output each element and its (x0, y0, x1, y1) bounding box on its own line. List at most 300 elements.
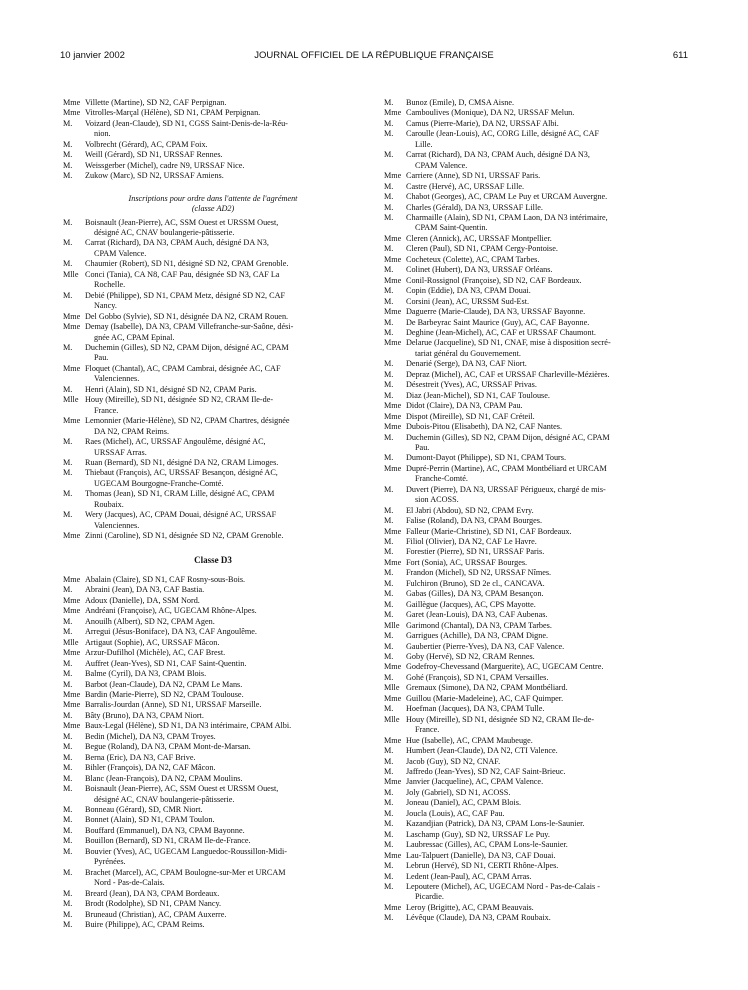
entry-text (85, 836, 363, 846)
entry-text (85, 150, 363, 160)
person-title: Mlle (63, 269, 79, 279)
person-title: M. (63, 763, 73, 773)
list-item (384, 359, 686, 369)
entry-text (406, 631, 686, 641)
entry-text (406, 380, 686, 390)
entry-line: Volbrecht (Gérard), AC, CPAM Foix. (85, 139, 208, 149)
entry-line: Bihler (François), DA N2, CAF Mâcon. (85, 763, 216, 773)
header-date: 10 janvier 2002 (60, 50, 125, 61)
person-title: M. (63, 150, 73, 160)
entry-line: désigné AC, CNAV boulangerie-pâtisserie. (94, 227, 235, 237)
entry-line: Ledent (Jean-Paul), AC, CPAM Arras. (406, 871, 532, 881)
list-item (63, 815, 363, 825)
entry-line: Balme (Cyril), DA N3, CPAM Blois. (85, 669, 207, 679)
list-item (384, 903, 686, 913)
entry-text (406, 872, 686, 882)
person-title: Mme (384, 526, 402, 536)
list-item (63, 343, 363, 364)
entry-text (85, 763, 363, 773)
person-title: M. (384, 641, 394, 651)
person-title: Mme (384, 338, 402, 348)
person-title: M. (384, 840, 394, 850)
entry-text (406, 662, 686, 672)
entry-text (406, 694, 686, 704)
person-title: M. (384, 767, 394, 776)
entry-line: gnée AC, CPAM Epinal. (94, 332, 175, 342)
entry-text (406, 568, 686, 578)
list-item (384, 589, 686, 599)
list-item (384, 673, 686, 683)
person-title: M. (63, 468, 73, 478)
entry-line: Garrigues (Achille), DA N3, CPAM Digne. (406, 631, 549, 641)
entry-line: Barralis-Jourdan (Anne), SD N1, URSSAF Marseille. (85, 700, 262, 710)
entry-text (85, 575, 363, 585)
person-title: M. (63, 846, 73, 856)
list-item (63, 680, 363, 690)
list-item (63, 510, 363, 531)
entry-line: Debié (Philippe), SD N1, CPAM Metz, désigné SD N2, CAF (85, 290, 286, 300)
list-item (63, 585, 363, 595)
entry-text (85, 119, 363, 140)
entry-text (85, 531, 363, 541)
entry-text (85, 291, 363, 312)
entry-line: Voizard (Jean-Claude), SD N1, CGSS Saint-Denis-de-la-Réu- (85, 118, 288, 128)
entry-line: Charles (Gérald), DA N3, URSSAF Lille. (406, 202, 543, 212)
list-item (63, 364, 363, 385)
entry-text (406, 412, 686, 422)
entry-text (85, 385, 363, 395)
person-title: M. (384, 861, 394, 871)
person-title: M. (63, 489, 73, 499)
entry-line: Fort (Sonia), AC, URSSAF Bourges. (406, 557, 528, 567)
entry-text (85, 171, 363, 181)
entry-line: Corsini (Jean), AC, URSSM Sud-Est. (406, 296, 530, 306)
entry-text (406, 307, 686, 317)
person-title: Mme (384, 254, 402, 264)
person-title: Mme (63, 595, 81, 605)
subheading-line: Inscriptions pour ordre dans l'attente de l'agrément (128, 193, 298, 203)
entry-text (85, 721, 363, 731)
entry-line: Bâty (Bruno), DA N3, CPAM Niort. (85, 710, 204, 720)
entry-line: Thiebaut (François), AC, URSSAF Besançon, désigné AC, (85, 468, 278, 478)
entry-text (85, 784, 363, 805)
list-item (63, 395, 363, 416)
list-item (384, 704, 686, 714)
person-title: Mme (384, 662, 402, 672)
entry-text (85, 732, 363, 742)
list-item (63, 468, 363, 489)
list-item (384, 391, 686, 401)
entry-line: Vitrolles-Marçal (Hélène), SD N1, CPAM Perpignan. (85, 108, 261, 118)
entry-line: Dubois-Pitou (Elisabeth), DA N2, CAF Nantes. (406, 422, 563, 432)
list-d3 (63, 575, 363, 930)
list-item (63, 910, 363, 920)
person-title: Mme (63, 531, 81, 541)
list-item (384, 119, 686, 129)
entry-line: Cleren (Annick), AC, URSSAF Montpellier. (406, 233, 552, 243)
entry-text (406, 819, 686, 829)
column-left (63, 98, 363, 930)
entry-text (85, 899, 363, 909)
entry-line: Villette (Martine), SD N2, CAF Perpignan. (85, 98, 227, 107)
list-item (63, 721, 363, 731)
person-title: M. (384, 202, 394, 212)
entry-text (85, 510, 363, 531)
entry-line: Bedin (Michel), DA N3, CPAM Troyes. (85, 731, 216, 741)
entry-text (85, 753, 363, 763)
list-item (384, 830, 686, 840)
entry-line: Auffret (Jean-Yves), SD N1, CAF Saint-Quentin. (85, 658, 247, 668)
entry-line: Thomas (Jean), SD N1, CRAM Lille, désigné AC, CPAM (85, 489, 275, 499)
list-item (63, 596, 363, 606)
page-header (60, 50, 688, 64)
entry-text (406, 401, 686, 411)
list-item (384, 182, 686, 192)
person-title: Mlle (63, 395, 79, 405)
list-item (384, 485, 686, 506)
list-item (63, 322, 363, 343)
entry-line: Dupré-Perrin (Martine), AC, CPAM Montbéliard et URCAM (406, 463, 607, 473)
list-item (384, 380, 686, 390)
entry-line: Henri (Alain), SD N1, désigné SD N2, CPAM Paris. (85, 384, 257, 394)
person-title: M. (384, 369, 394, 379)
entry-line: Brodt (Rodolphe), SD N1, CPAM Nancy. (85, 899, 222, 909)
list-item (384, 370, 686, 380)
person-title: M. (384, 589, 394, 599)
entry-text (406, 422, 686, 432)
entry-text (85, 826, 363, 836)
person-title: M. (384, 244, 394, 254)
entry-line: Barbot (Jean-Claude), DA N2, CPAM Le Mans. (85, 679, 243, 689)
header-journal-title: JOURNAL OFFICIEL DE LA RÉPUBLIQUE FRANÇAISE (254, 50, 494, 61)
entry-line: Bardin (Marie-Pierre), SD N2, CPAM Toulouse. (85, 690, 244, 700)
entry-text (406, 746, 686, 756)
list-item (384, 255, 686, 265)
person-title: M. (63, 773, 73, 783)
entry-line: Pau. (94, 353, 109, 363)
entry-line: France. (94, 405, 119, 415)
list-item (384, 129, 686, 150)
list-item (63, 270, 363, 291)
person-title: M. (63, 784, 73, 794)
entry-line: Del Gobbo (Sylvie), SD N1, désignée DA N2, CRAM Rouen. (85, 311, 289, 321)
entry-text (85, 270, 363, 291)
entry-line: Frandon (Michel), SD N2, URSSAF Nîmes. (406, 568, 552, 578)
list-item (63, 669, 363, 679)
entry-text (406, 359, 686, 369)
entry-line: Cocheteux (Colette), AC, CPAM Tarbes. (406, 254, 540, 264)
person-title: Mlle (384, 620, 400, 630)
list-item (384, 412, 686, 422)
entry-text (85, 700, 363, 710)
list-item (384, 150, 686, 171)
entry-line: Demay (Isabelle), DA N3, CPAM Villefranche-sur-Saône, dési- (85, 322, 294, 332)
entry-line: Baux-Legal (Hélène), SD N1, DA N3 intérimaire, CPAM Albi. (85, 721, 292, 731)
entry-line: Humbert (Jean-Claude), DA N2, CTI Valence. (406, 746, 558, 756)
entry-line: Brachet (Marcel), AC, CPAM Boulogne-sur-Mer et URCAM (85, 867, 286, 877)
entry-text (406, 391, 686, 401)
entry-line: Charmaille (Alain), SD N1, CPAM Laon, DA N3 intérimaire, (406, 212, 608, 222)
entry-text (85, 596, 363, 606)
person-title: M. (384, 610, 394, 620)
entry-text (406, 861, 686, 871)
entry-line: Cleren (Paul), SD N1, CPAM Cergy-Pontoise. (406, 244, 558, 254)
entry-line: nion. (94, 129, 111, 139)
list-item (63, 763, 363, 773)
entry-line: Houy (Mireille), SD N1, désignée SD N2, CRAM Ile-de- (406, 714, 595, 724)
list-item (384, 882, 686, 903)
list-item (63, 531, 363, 541)
entry-text (406, 830, 686, 840)
person-title: M. (63, 510, 73, 520)
entry-line: Laubressac (Gilles), AC, CPAM Lons-le-Saunier. (406, 840, 568, 850)
list-item (63, 119, 363, 140)
person-title: M. (63, 742, 73, 752)
person-title: M. (384, 652, 394, 662)
entry-text (85, 868, 363, 889)
list-item (63, 108, 363, 118)
entry-text (406, 704, 686, 714)
list-item (63, 805, 363, 815)
entry-line: Delarue (Jacqueline), SD N1, CNAF, mise à disposition secré- (406, 338, 611, 348)
entry-text (406, 840, 686, 850)
entry-line: tariat général du Gouvernement. (415, 348, 521, 358)
entry-text (85, 395, 363, 416)
entry-text (406, 182, 686, 192)
list-item (63, 140, 363, 150)
entry-line: Wery (Jacques), AC, CPAM Douai, désigné AC, URSSAF (85, 510, 277, 520)
person-title: M. (63, 160, 73, 170)
person-title: M. (384, 881, 394, 891)
entry-line: Berna (Eric), DA N3, CAF Brive. (85, 752, 196, 762)
entry-text (406, 506, 686, 516)
list-item (384, 213, 686, 234)
entry-line: Colinet (Hubert), DA N3, URSSAF Orléans. (406, 265, 553, 275)
entry-line: Carriere (Anne), SD N1, URSSAF Paris. (406, 171, 541, 181)
entry-line: Duvert (Pierre), DA N3, URSSAF Périgueux, chargé de mis- (406, 484, 606, 494)
person-title: M. (63, 384, 73, 394)
list-item (384, 568, 686, 578)
list-item (63, 150, 363, 160)
list-item (63, 648, 363, 658)
entry-text (85, 669, 363, 679)
entry-text (85, 98, 363, 108)
person-title: M. (63, 171, 73, 181)
entry-text (85, 343, 363, 364)
entry-text (85, 910, 363, 920)
entry-text (406, 788, 686, 798)
entry-text (406, 108, 686, 118)
entry-line: Gohé (François), SD N1, CPAM Versailles. (406, 672, 549, 682)
entry-line: El Jabri (Abdou), SD N2, CPAM Evry. (406, 505, 534, 515)
entry-text (406, 98, 686, 108)
person-title: Mme (384, 777, 402, 787)
list-item (384, 872, 686, 882)
person-title: M. (384, 212, 394, 222)
entry-text (406, 234, 686, 244)
entry-line: Breard (Jean), DA N3, CPAM Bordeaux. (85, 888, 220, 898)
entry-line: Bruneaud (Christian), AC, CPAM Auxerre. (85, 909, 227, 919)
entry-text (85, 322, 363, 343)
entry-text (406, 777, 686, 787)
entry-text (85, 437, 363, 458)
entry-text (406, 673, 686, 683)
list-item (63, 575, 363, 585)
entry-text (406, 370, 686, 380)
list-item (63, 732, 363, 742)
entry-text (406, 527, 686, 537)
entry-line: Dumont-Dayot (Philippe), SD N1, CPAM Tours. (406, 453, 567, 463)
entry-line: Gaubertier (Pierre-Yves), DA N3, CAF Valence. (406, 641, 565, 651)
list-item (384, 203, 686, 213)
list-item (63, 836, 363, 846)
person-title: Mme (63, 721, 81, 731)
person-title: Mme (63, 690, 81, 700)
list-item (384, 547, 686, 557)
header-page-number: 611 (672, 50, 688, 61)
entry-line: Joly (Gabriel), SD N1, ACOSS. (406, 787, 511, 797)
entry-line: Valenciennes. (94, 374, 140, 384)
list-item (384, 600, 686, 610)
person-title: M. (384, 432, 394, 442)
list-item (384, 913, 686, 923)
list-item (384, 777, 686, 787)
entry-line: Denarié (Serge), DA N3, CAF Niort. (406, 359, 527, 369)
entry-line: CPAM Saint-Quentin. (415, 223, 488, 233)
list-item (384, 579, 686, 589)
person-title: Mme (384, 463, 402, 473)
person-title: Mme (63, 363, 81, 373)
entry-line: Janvier (Jacqueline), AC, CPAM Valence. (406, 777, 544, 787)
list-item (384, 192, 686, 202)
entry-line: Floquet (Chantal), AC, CPAM Cambrai, désignée AC, CAF (85, 363, 281, 373)
entry-text (406, 453, 686, 463)
entry-line: Nancy. (94, 301, 117, 311)
entry-text (406, 579, 686, 589)
list-item (384, 610, 686, 620)
list-top (63, 98, 363, 182)
entry-line: Laschamp (Guy), SD N2, URSSAF Le Puy. (406, 829, 550, 839)
list-item (384, 683, 686, 693)
list-item (63, 659, 363, 669)
person-title: Mme (384, 401, 402, 411)
list-item (384, 286, 686, 296)
entry-line: Falise (Roland), DA N3, CPAM Bourges. (406, 516, 543, 526)
entry-text (406, 297, 686, 307)
entry-text (85, 416, 363, 437)
person-title: M. (63, 752, 73, 762)
entry-line: Bunoz (Emile), D, CMSA Aisne. (406, 98, 515, 107)
list-item (384, 746, 686, 756)
entry-line: Bouillon (Bernard), SD N1, CRAM Ile-de-France. (85, 836, 251, 846)
list-item (63, 638, 363, 648)
person-title: Mme (63, 108, 81, 118)
person-title: M. (63, 585, 73, 595)
person-title: M. (63, 118, 73, 128)
entry-line: Weill (Gérard), SD N1, URSSAF Rennes. (85, 150, 223, 160)
person-title: M. (63, 909, 73, 919)
list-item (384, 662, 686, 672)
entry-line: URSSAF Arras. (94, 447, 147, 457)
person-title: M. (63, 437, 73, 447)
entry-line: Bouvier (Yves), AC, UGECAM Languedoc-Roussillon-Midi- (85, 846, 288, 856)
person-title: Mlle (63, 637, 79, 647)
person-title: M. (63, 919, 73, 929)
list-item (384, 621, 686, 631)
person-title: Mme (63, 606, 81, 616)
list-item (63, 753, 363, 763)
person-title: Mlle (384, 683, 400, 693)
list-item (63, 711, 363, 721)
entry-line: Duchemin (Gilles), SD N2, CPAM Dijon, désigné AC, CPAM (85, 342, 289, 352)
entry-text (85, 238, 363, 259)
person-title: M. (63, 867, 73, 877)
list-item (384, 338, 686, 359)
entry-text (406, 516, 686, 526)
list-item (63, 627, 363, 637)
entry-text (85, 218, 363, 239)
list-item (63, 437, 363, 458)
entry-line: Lepoutere (Michel), AC, UGECAM Nord - Pas-de-Calais - (406, 881, 600, 891)
list-item (63, 489, 363, 510)
list-item (63, 171, 363, 181)
entry-text (85, 364, 363, 385)
list-item (384, 516, 686, 526)
entry-text (85, 847, 363, 868)
list-item (384, 767, 686, 777)
entry-line: Blanc (Jean-François), DA N2, CPAM Moulins. (85, 773, 243, 783)
entry-line: Lemonnier (Marie-Hélène), SD N2, CPAM Chartres, désignée (85, 416, 290, 426)
entry-text (406, 851, 686, 861)
list-item (384, 108, 686, 118)
entry-line: Abraini (Jean), DA N3, CAF Bastia. (85, 585, 205, 595)
entry-line: Didot (Claire), DA N3, CPAM Pau. (406, 401, 523, 411)
entry-text (85, 259, 363, 269)
person-title: M. (384, 98, 394, 107)
entry-line: Lebrun (Hervé), SD N1, CERTI Rhône-Alpes. (406, 861, 559, 871)
entry-text (406, 485, 686, 506)
entry-line: Boisnault (Jean-Pierre), AC, SSM Ouest et URSSM Ouest, (85, 784, 279, 794)
person-title: M. (63, 669, 73, 679)
list-item (63, 847, 363, 868)
entry-line: Hoefman (Jacques), DA N3, CPAM Tulle. (406, 704, 545, 714)
person-title: Mme (63, 322, 81, 332)
person-title: M. (384, 756, 394, 766)
person-title: Mme (384, 850, 402, 860)
entry-text (85, 606, 363, 616)
entry-text (85, 627, 363, 637)
entry-text (85, 920, 363, 930)
entry-line: Carrat (Richard), DA N3, CPAM Auch, désigné DA N3, (406, 150, 590, 160)
list-item (63, 690, 363, 700)
entry-text (85, 312, 363, 322)
entry-line: désigné AC, CNAV boulangerie-pâtisserie. (94, 794, 235, 804)
entry-line: Gabas (Gilles), DA N3, CPAM Besançon. (406, 589, 544, 599)
entry-line: Zinni (Caroline), SD N1, désignée SD N2, CPAM Grenoble. (85, 531, 284, 541)
entry-text (85, 140, 363, 150)
person-title: M. (63, 139, 73, 149)
entry-line: Lévêque (Claude), DA N3, CPAM Roubaix. (406, 913, 551, 923)
list-item (384, 840, 686, 850)
entry-line: Leroy (Brigitte), AC, CPAM Beauvais. (406, 902, 534, 912)
entry-text (406, 589, 686, 599)
entry-text (406, 213, 686, 234)
list-item (63, 784, 363, 805)
entry-line: Forestier (Pierre), SD N1, URSSAF Paris. (406, 547, 545, 557)
person-title: M. (384, 390, 394, 400)
person-title: M. (384, 380, 394, 390)
entry-line: Diaz (Jean-Michel), SD N1, CAF Toulouse. (406, 390, 550, 400)
